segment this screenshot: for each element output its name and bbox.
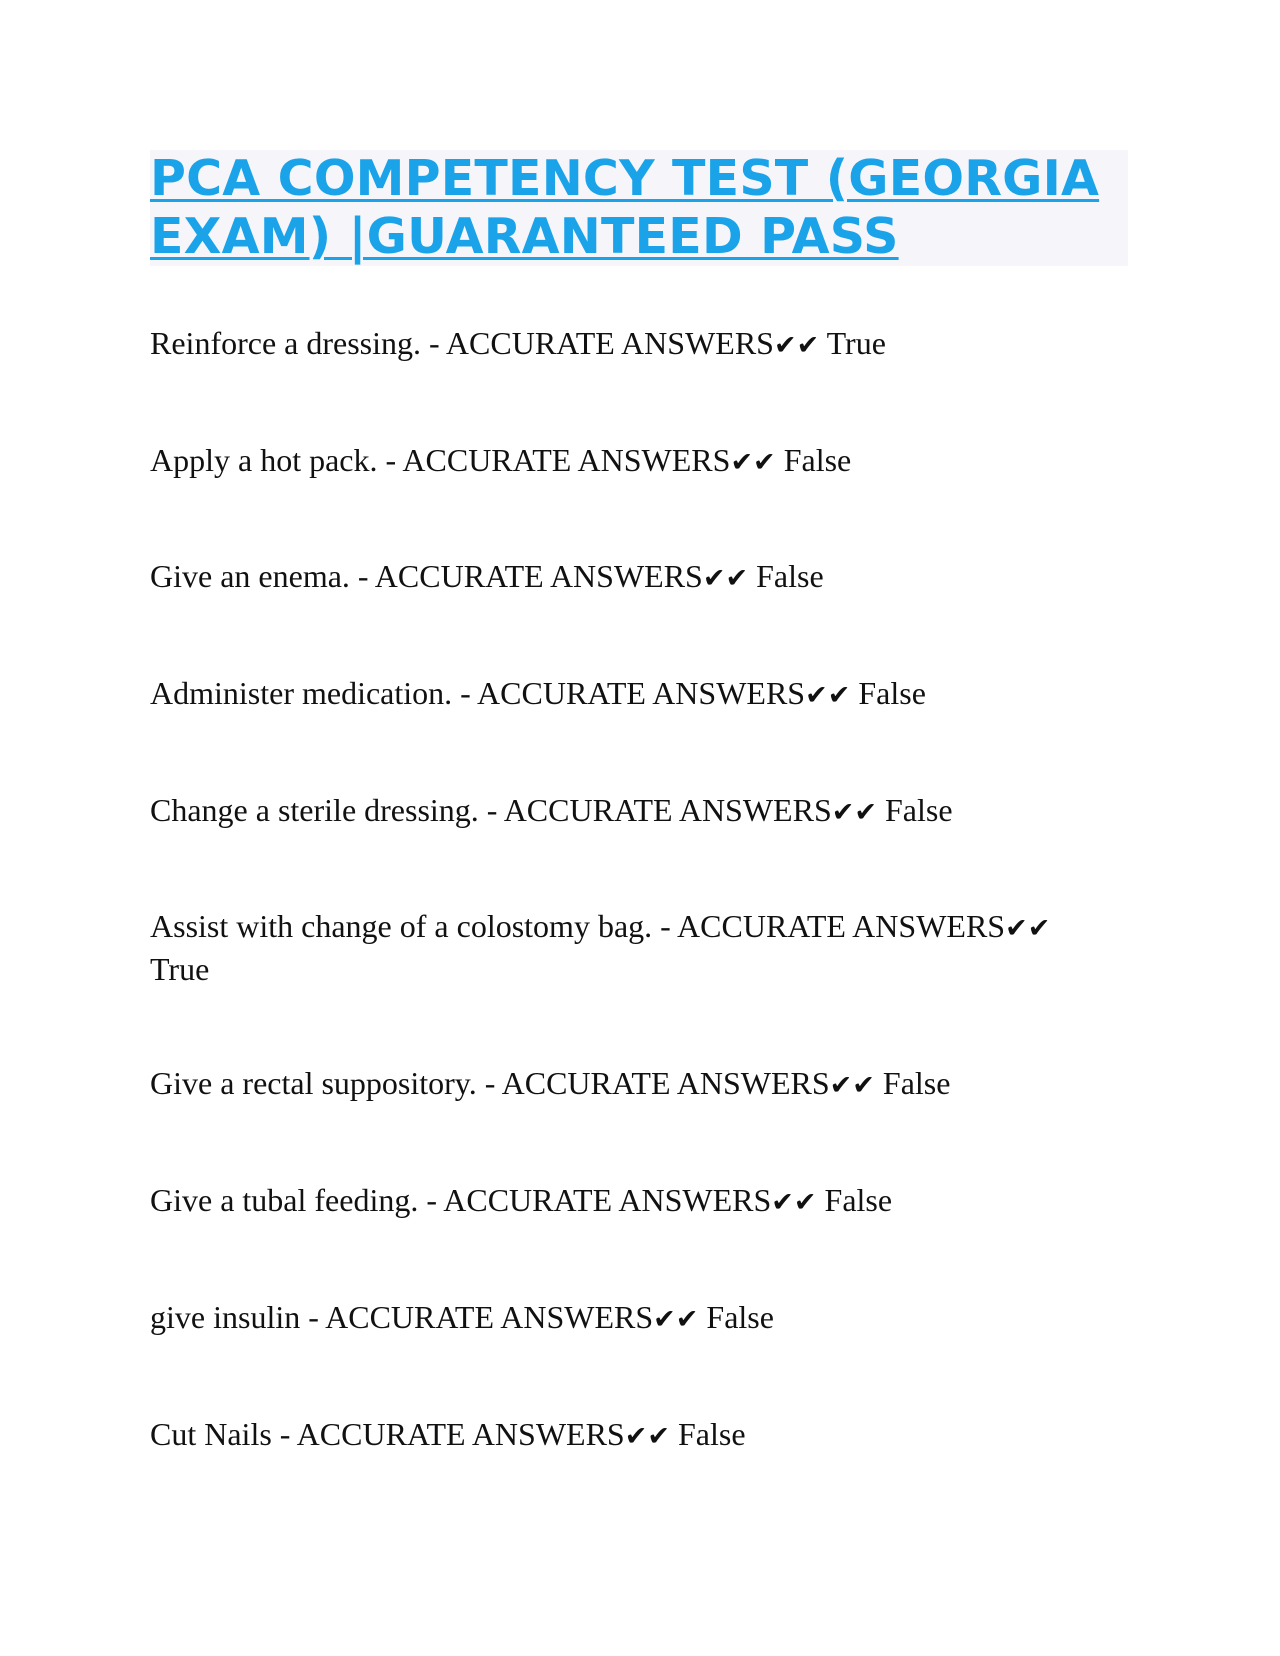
double-check-icon: ✔✔ (624, 1421, 670, 1452)
qa-item (150, 673, 1130, 716)
title-line-2: EXAM) |GUARANTEED PASS (150, 208, 899, 265)
qa-item (150, 556, 1130, 599)
qa-question: Apply a hot pack. - ACCURATE ANSWERS (150, 442, 731, 478)
double-check-icon: ✔✔ (805, 680, 851, 711)
qa-item (150, 323, 1130, 366)
double-check-icon: ✔✔ (771, 1187, 817, 1218)
qa-question: Give an enema. - ACCURATE ANSWERS (150, 558, 703, 594)
qa-answer: False (706, 1299, 774, 1335)
double-check-icon: ✔✔ (773, 330, 820, 361)
title-block (150, 150, 1128, 266)
title-line-1: PCA COMPETENCY TEST (GEORGIA (150, 150, 1100, 207)
document-title[interactable] (150, 150, 1128, 266)
double-check-icon: ✔✔ (829, 1070, 875, 1101)
qa-item (150, 1414, 1130, 1457)
qa-item (150, 906, 1130, 989)
qa-answer: False (882, 1065, 951, 1101)
qa-question: give insulin - ACCURATE ANSWERS (150, 1299, 654, 1335)
qa-answer: False (858, 675, 926, 711)
qa-item (150, 440, 1130, 483)
qa-question: Change a sterile dressing. - ACCURATE ANSWERS (150, 792, 832, 828)
qa-item (150, 1063, 1130, 1106)
double-check-icon: ✔✔ (653, 1304, 699, 1335)
qa-answer: False (677, 1416, 746, 1452)
qa-question: Cut Nails - ACCURATE ANSWERS (150, 1416, 625, 1452)
qa-question: Reinforce a dressing. - ACCURATE ANSWERS (150, 325, 774, 361)
double-check-icon: ✔✔ (730, 447, 776, 478)
qa-item (150, 790, 1130, 833)
qa-answer: False (824, 1182, 893, 1218)
qa-question: Assist with change of a colostomy bag. - ACCURATE ANSWERS (150, 908, 1006, 944)
qa-question: Administer medication. - ACCURATE ANSWERS (150, 675, 806, 711)
qa-answer: True (150, 951, 210, 987)
qa-answer: False (783, 442, 852, 478)
double-check-icon: ✔✔ (702, 563, 749, 594)
qa-answer: False (756, 558, 824, 594)
qa-answer: True (826, 325, 886, 361)
qa-item (150, 1180, 1130, 1223)
qa-question: Give a rectal suppository. - ACCURATE ANSWERS (150, 1065, 830, 1101)
qa-question: Give a tubal feeding. - ACCURATE ANSWERS (150, 1182, 772, 1218)
double-check-icon: ✔✔ (1005, 913, 1051, 944)
qa-item (150, 1297, 1130, 1340)
qa-answer: False (884, 792, 953, 828)
double-check-icon: ✔✔ (831, 797, 877, 828)
